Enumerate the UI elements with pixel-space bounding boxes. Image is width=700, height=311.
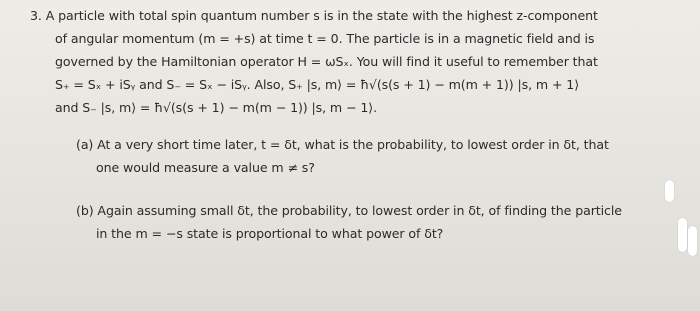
part-a-line-2: one would measure a value m ≠ s? bbox=[96, 160, 315, 175]
problem-line-2: of angular momentum (m = +s) at time t = 0. The particle is in a magnetic field and is bbox=[55, 31, 595, 46]
redaction-mark bbox=[665, 180, 674, 202]
redaction-mark bbox=[678, 218, 687, 252]
problem-line-1: 3. A particle with total spin quantum number s is in the state with the highest z-component bbox=[30, 8, 598, 23]
part-b-line-1: (b) Again assuming small δt, the probability, to lowest order in δt, of finding the particle bbox=[76, 203, 622, 218]
problem-line-5: and S₋ |s, m⟩ = ħ√(s(s + 1) − m(m − 1)) |s, m − 1⟩. bbox=[55, 100, 377, 115]
redaction-mark bbox=[688, 226, 697, 256]
part-a-line-1: (a) At a very short time later, t = δt, what is the probability, to lowest order in δt, that bbox=[76, 137, 609, 152]
part-b-line-2: in the m = −s state is proportional to what power of δt? bbox=[96, 226, 444, 241]
problem-line-4: S₊ = Sₓ + iSᵧ and S₋ = Sₓ − iSᵧ. Also, S₊ |s, m⟩ = ħ√(s(s + 1) − m(m + 1)) |s, m + 1⟩ bbox=[55, 77, 580, 92]
problem-line-3: governed by the Hamiltonian operator H = ωSₓ. You will find it useful to remember that bbox=[55, 54, 598, 69]
